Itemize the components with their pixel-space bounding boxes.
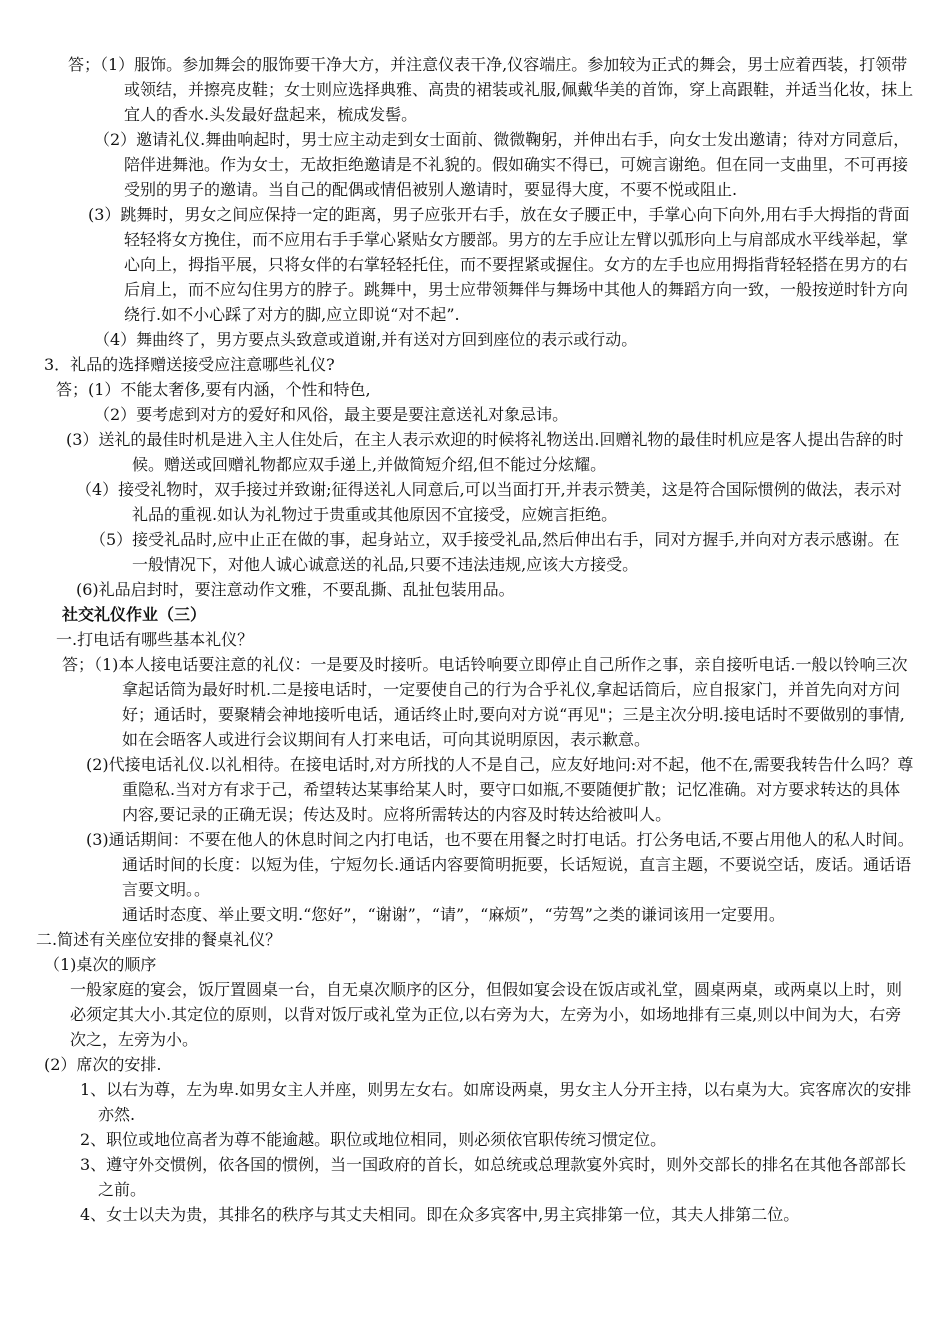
- section-title: 社交礼仪作业（三）: [62, 605, 207, 624]
- seat-rule-4: 4、女士以夫为贵，其排名的秩序与其丈夫相同。即在众多宾客中,男主宾排第一位，其夫人排第二位。: [80, 1205, 800, 1224]
- document-page: [0, 52, 950, 1227]
- answer-gift-6: (6)礼品启封时，要注意动作文雅，不要乱撕、乱扯包装用品。: [76, 580, 515, 599]
- seat-rule-1: 1、以右为尊，左为卑.如男女主人并座，则男左女右。如席设两桌，男女主人分开主持，以右桌为大。宾客席次的安排亦然.: [80, 1080, 912, 1124]
- subheading-seat-arrangement: (2）席次的安排.: [44, 1055, 162, 1074]
- answer-dance-posture: (3）跳舞时，男女之间应保持一定的距离，男子应张开右手，放在女子腰正中，手掌心向下向外,用右手大拇指的背面轻轻将女方挽住，而不应用右手手掌心紧贴女方腰部。男方的左手应让左臂以弧形向上与肩部成水平线举起，掌心向上，拇指平展，只将女伴的右掌轻轻托住，而不要捏紧或握住。女方的左手也应用拇指背轻轻搭在男方的右后肩上，而不应勾住男方的脖子。跳舞中，男士应带领舞伴与舞场中其他人的舞蹈方向一致，一般按逆时针方向绕行.如不小心踩了对方的脚,应立即说“对不起”.: [88, 205, 910, 324]
- answer-dance-attire: 答；（1）服饰。参加舞会的服饰要干净大方，并注意仪表干净,仪容端庄。参加较为正式的舞会，男士应着西装，打领带或领结，并擦亮皮鞋；女士则应选择典雅、高贵的裙装或礼服,佩戴华美的首饰，穿上高跟鞋，并适当化妆，抹上宜人的香水.头发最好盘起来，梳成发髻。: [68, 55, 914, 124]
- table-order-body: 一般家庭的宴会，饭厅置圆桌一台，自无桌次顺序的区分，但假如宴会设在饭店或礼堂，圆桌两桌，或两桌以上时，则必须定其大小.其定位的原则，以背对饭厅或礼堂为正位,以右旁为大，左旁为小，如场地排有三桌,则以中间为大，右旁次之，左旁为小。: [70, 980, 903, 1049]
- answer-gift-3: (3）送礼的最佳时机是进入主人住处后，在主人表示欢迎的时候将礼物送出.回赠礼物的最佳时机应是客人提出告辞的时候。赠送或回赠礼物都应双手递上,并做简短介绍,但不能过分炫耀。: [66, 430, 904, 474]
- answer-phone-1: 答；（1)本人接电话要注意的礼仪：一是要及时接听。电话铃响要立即停止自己所作之事，亲自接听电话.一般以铃响三次拿起话筒为最好时机.二是接电话时，一定要使自己的行为合乎礼仪,拿起话筒后，应自报家门，并首先向对方问好；通话时，要聚精会神地接听电话，通话终止时,要向对方说“再见"；三是主次分明.接电话时不要做别的事情,如在会晤客人或进行会议期间有人打来电话，可向其说明原因，表示歉意。: [62, 655, 908, 749]
- subheading-table-order: （1)桌次的顺序: [44, 955, 157, 974]
- question-3-gifts: 3．礼品的选择赠送接受应注意哪些礼仪?: [44, 355, 335, 374]
- question-seating: 二.简述有关座位安排的餐桌礼仪？: [36, 930, 282, 949]
- seat-rule-3: 3、遵守外交惯例，依各国的惯例，当一国政府的首长，如总统或总理款宴外宾时，则外交部长的排名在其他各部部长之前。: [80, 1155, 907, 1199]
- answer-dance-end: （4）舞曲终了，男方要点头致意或道谢,并有送对方回到座位的表示或行动。: [94, 330, 638, 349]
- answer-dance-invitation: （2）邀请礼仪.舞曲响起时，男士应主动走到女士面前、微微鞠躬，并伸出右手，向女士发出邀请；待对方同意后，陪伴进舞池。作为女士，无故拒绝邀请是不礼貌的。假如确实不得已，可婉言谢绝。但在同一支曲里，不可再接受别的男子的邀请。当自己的配偶或情侣被别人邀请时，要显得大度，不要不悦或阻止.: [94, 130, 910, 199]
- answer-phone-3: (3)通话期间：不要在他人的休息时间之内打电话，也不要在用餐之时打电话。打公务电话,不要占用他人的私人时间。通话时间的长度：以短为佳，宁短勿长.通话内容要简明扼要，长话短说，直言主题，不要说空话，废话。通话语言要文明。。: [86, 830, 914, 899]
- answer-gift-5: （5）接受礼品时,应中止正在做的事，起身站立，双手接受礼品,然后伸出右手，同对方握手,并向对方表示感谢。在一般情况下，对他人诚心诚意送的礼品,只要不违法违规,应该大方接受。: [90, 530, 900, 574]
- answer-gift-4: （4）接受礼物时，双手接过并致谢;征得送礼人同意后,可以当面打开,并表示赞美，这是符合国际惯例的做法，表示对礼品的重视.如认为礼物过于贵重或其他原因不宜接受，应婉言拒绝。: [76, 480, 902, 524]
- answer-gift-1: 答；(1）不能太奢侈,要有内涵，个性和特色,: [56, 380, 371, 399]
- question-phone: 一.打电话有哪些基本礼仪？: [56, 630, 254, 649]
- answer-phone-2: (2)代接电话礼仪.以礼相待。在接电话时,对方所找的人不是自己，应友好地问:对不起，他不在,需要我转告什么吗？尊重隐私.当对方有求于己，希望转达某事给某人时，要守口如瓶,不要随便扩散；记忆准确。对方要求转达的具体内容,要记录的正确无误；传达及时。应将所需转达的内容及时转达给被叫人。: [86, 755, 914, 824]
- seat-rule-2: 2、职位或地位高者为尊不能逾越。职位或地位相同，则必须依官职传统习惯定位。: [80, 1130, 667, 1149]
- answer-gift-2: （2）要考虑到对方的爱好和风俗，最主要是要注意送礼对象忌讳。: [94, 405, 569, 424]
- answer-phone-attitude: 通话时态度、举止要文明.“您好”，“谢谢”，“请”，“麻烦”，“劳驾”之类的谦词该用一定要用。: [122, 905, 785, 924]
